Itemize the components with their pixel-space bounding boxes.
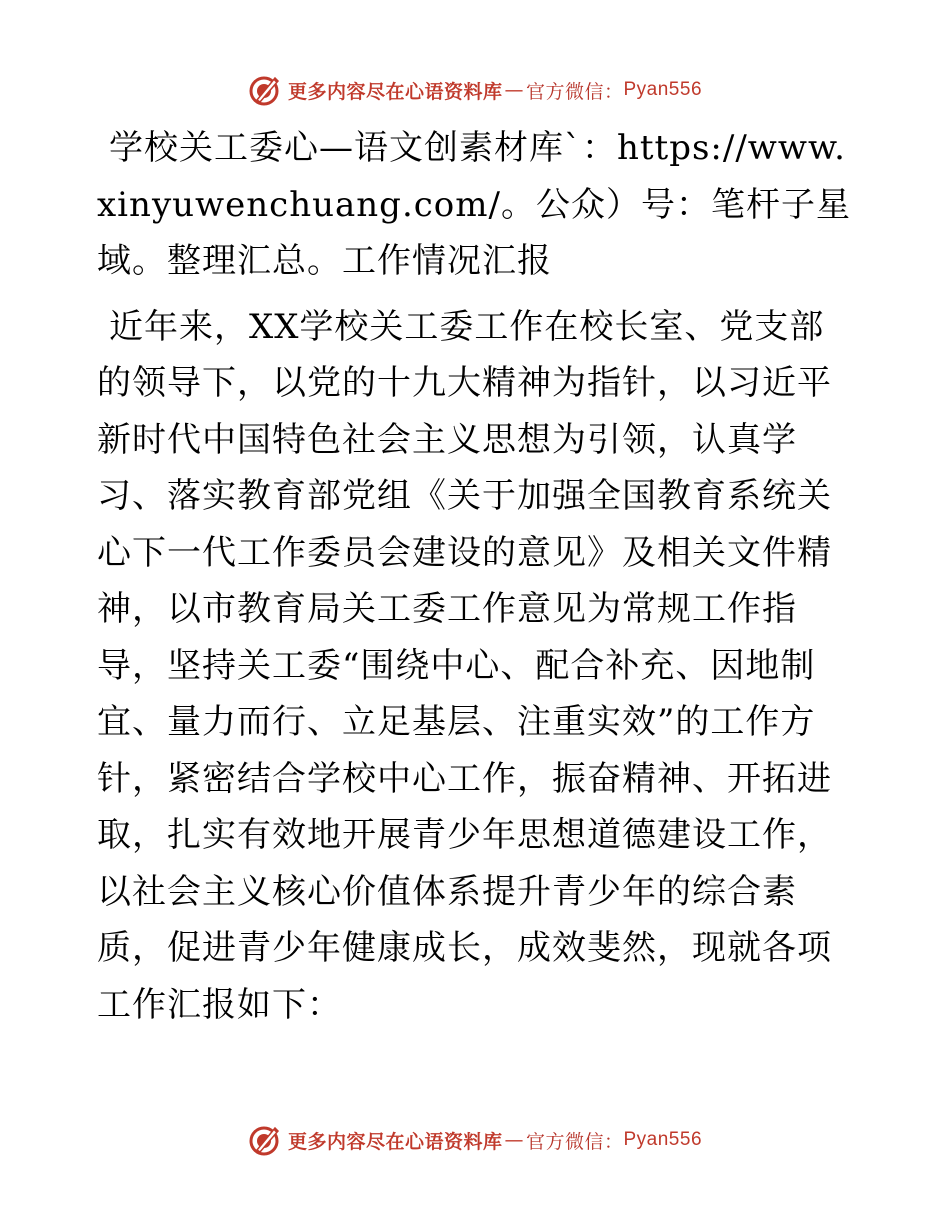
watermark-wechat-label: 官方微信： — [525, 1130, 624, 1153]
document-body — [97, 120, 853, 1033]
watermark-wechat-id: Pyan556 — [623, 1129, 703, 1150]
paragraph-text: 近年来，XX学校关工委工作在校长室、党支部的领导下，以党的十九大精神为指针，以习近平新时代中国特色社会主义思想为引领，认真学习、落实教育部党组《关于加强全国教育系统关心下一代工作委员会建设的意见》及相关文件精神，以市教育局关工委工作意见为常规工作指导，坚持关工委“围绕中心、配合补充、因地制宜、量力而行、立足基层、注重实效”的工作方针，紧密结合学校中心工作，振奋精神、开拓进取，扎实有效地开展青少年思想道德建设工作，以社会主义核心价值体系提升青少年的综合素质，促进青少年健康成长，成效斐然，现就各项工作汇报如下： — [97, 306, 832, 1025]
watermark-title: 更多内容尽在心语资料库 — [287, 80, 503, 103]
paragraph-text: 学校关工委心—语文创素材库`：https://www.xinyuwenchuang.com/。公众）号：笔杆子星域。整理汇总。工作情况汇报 — [97, 128, 851, 281]
watermark-separator: — — [504, 79, 524, 101]
pen-logo-icon — [248, 1123, 282, 1157]
watermark-wechat-label: 官方微信： — [525, 80, 624, 103]
watermark-separator: — — [504, 1129, 524, 1151]
watermark-header — [0, 70, 950, 110]
pen-logo-icon — [248, 73, 282, 107]
watermark-footer — [0, 1120, 950, 1160]
document-paragraph-main — [97, 299, 853, 1034]
document-paragraph-intro — [97, 120, 853, 290]
watermark-title: 更多内容尽在心语资料库 — [287, 1130, 503, 1153]
watermark-wechat-id: Pyan556 — [623, 79, 703, 100]
